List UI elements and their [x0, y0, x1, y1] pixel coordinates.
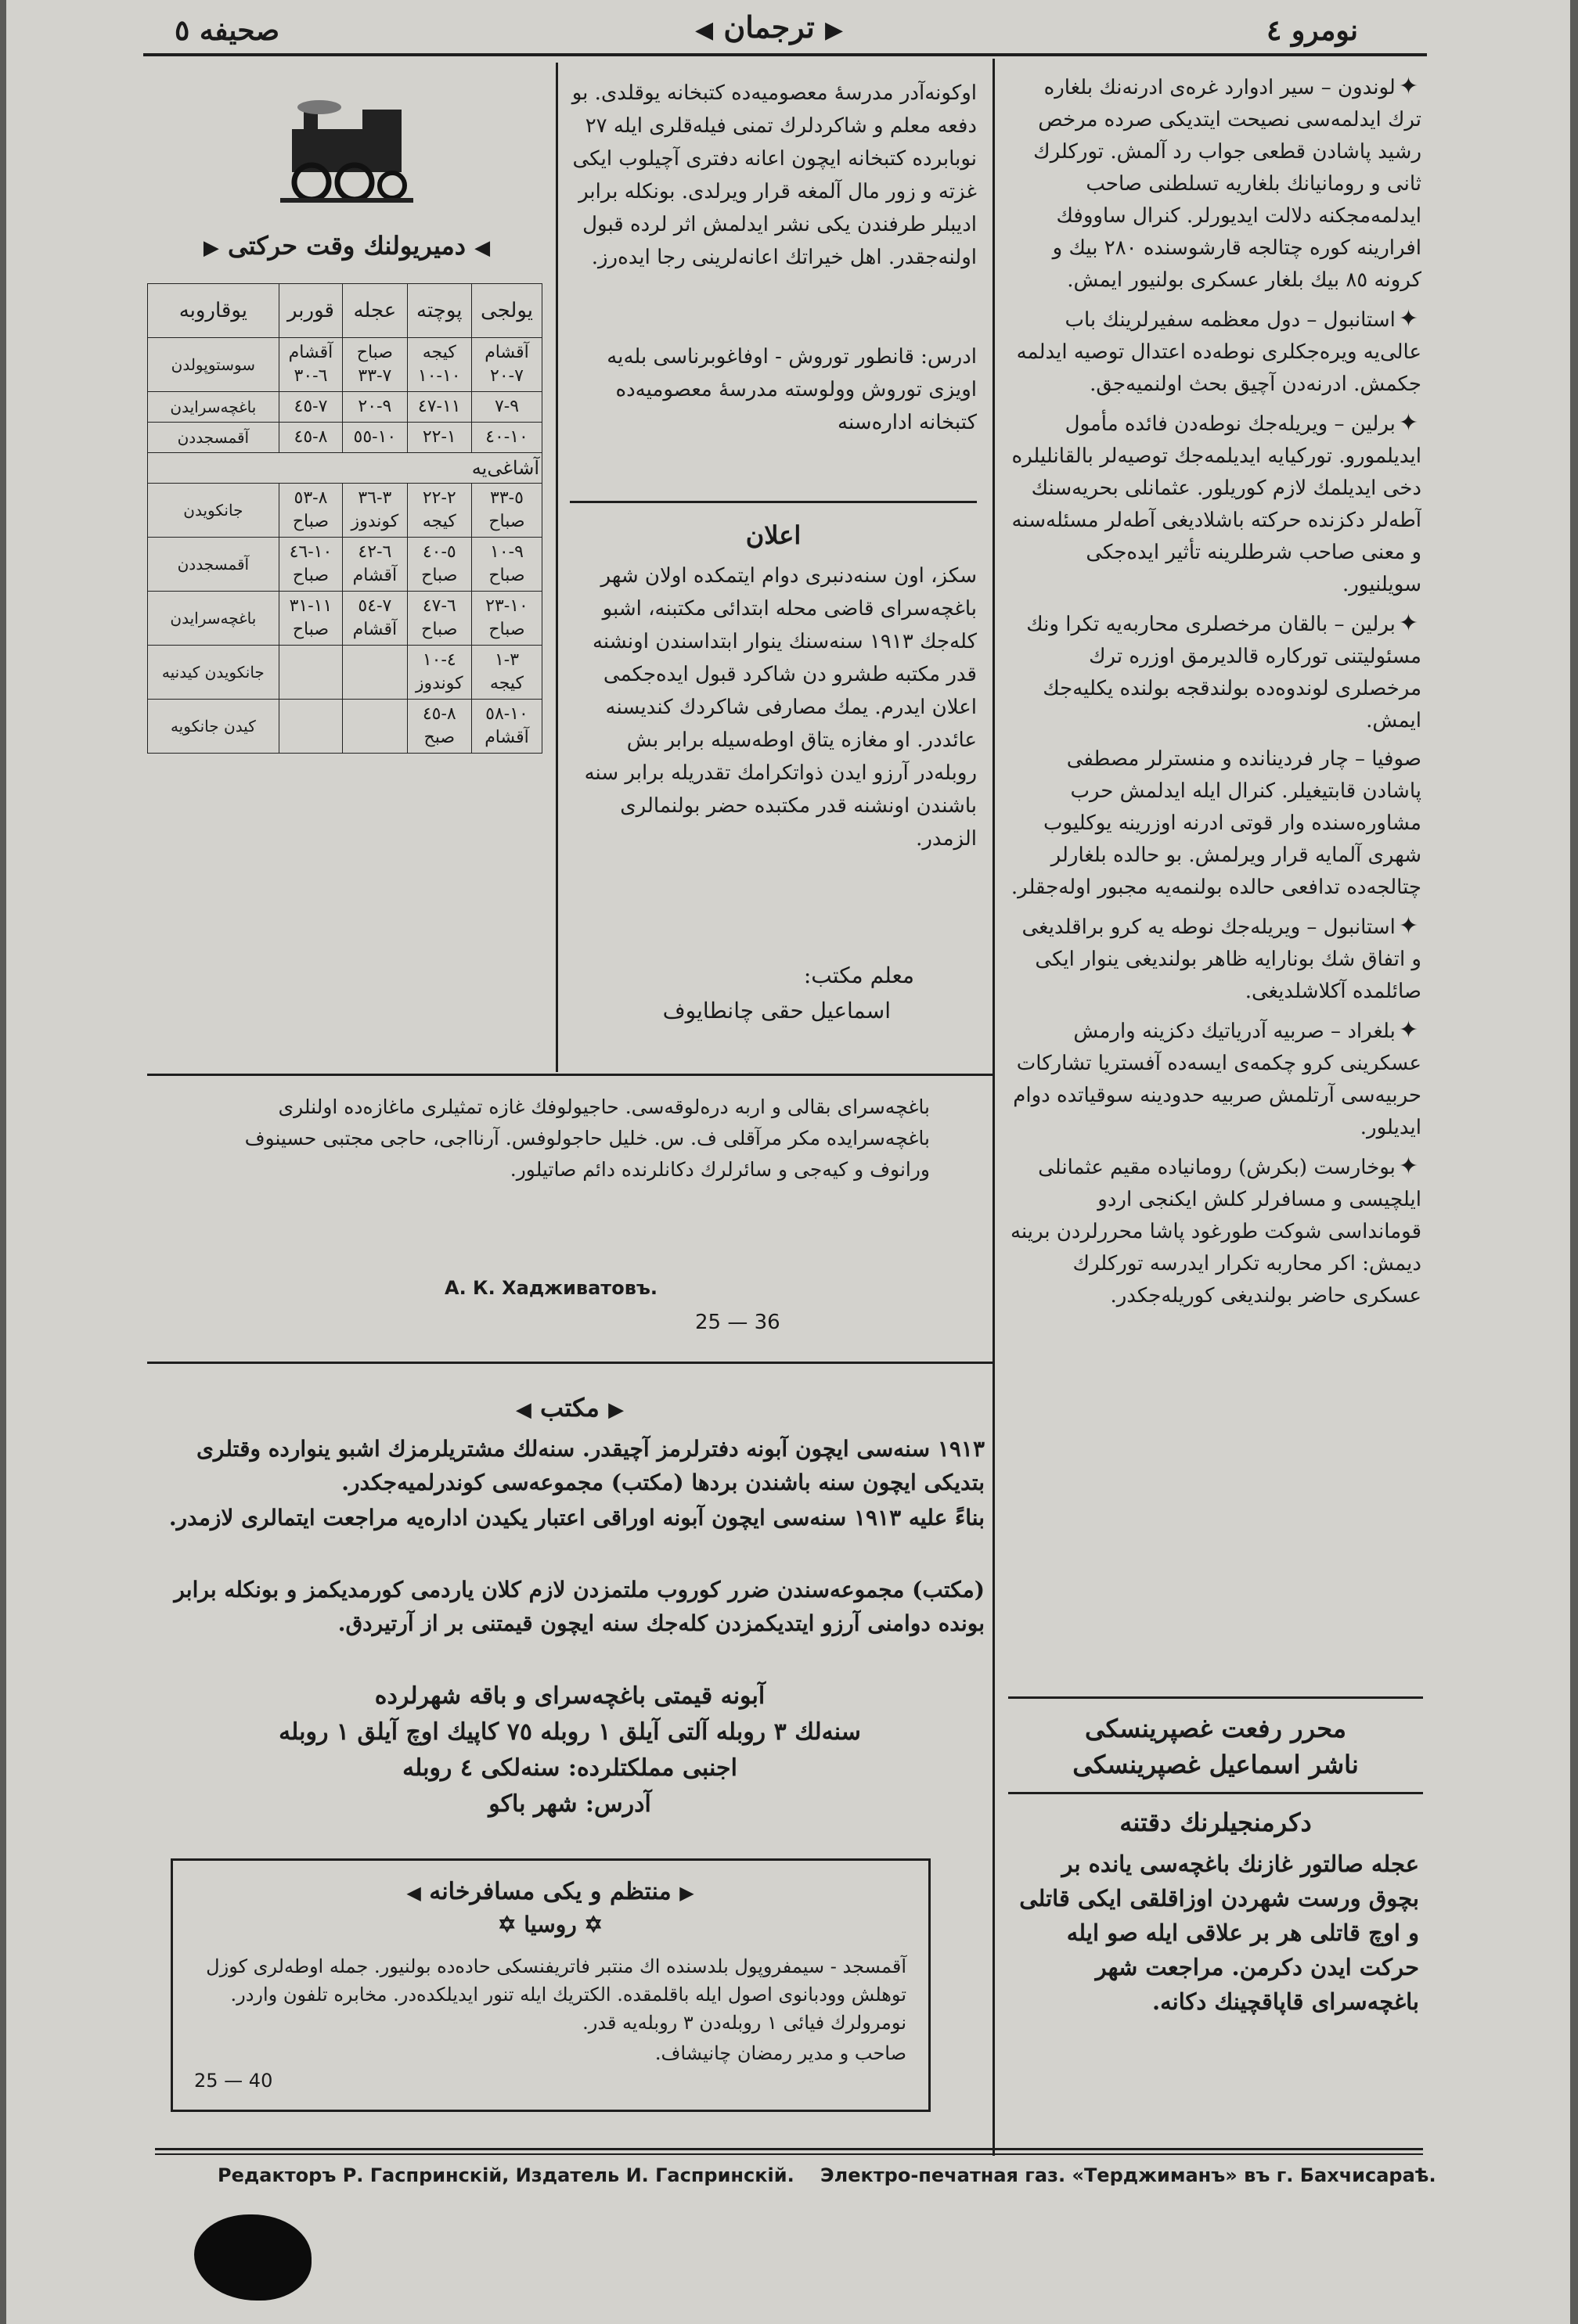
table-cell: ٤-١٠ كوندوز	[407, 646, 471, 700]
table-cell: ١٠-٥٨ آقشام	[471, 700, 542, 754]
table-cell: ٧-٤٥	[279, 392, 342, 423]
news-item-sofia: صوفيا – چار فردينانده و منسترلر مصطفى پاشادن قابتيغيلر. كنرال ايله ايدلمش حرب مشاوره‌سنده وار قوتى ادرنه اوزرينه يوكليوب شهرى آلمايه قرار ويرلمش. بو حالده بلغارلر چتالجه‌ده تدافعى حالده بولنمه‌يه مجبور اوله‌جقلر.	[1011, 747, 1421, 899]
hotel-ad-title: ◀ منتظم و يكى مسافرخانه ▶	[406, 1878, 694, 1905]
hotel-ad-subtitle: ✡ روسيا ✡	[498, 1912, 603, 1937]
news-item-istanbul-2: ✦استانبول – ويريله‌جك نوطه يه كرو براقلديغى و اتفاق شك بونارايه ظاهر بولنديغى ينوار ايكى صائلمده آكلاشلديغى.	[1021, 912, 1421, 1003]
table-cell: ٩-١٠ صباح	[471, 538, 542, 592]
footer-rule-2	[155, 2153, 1423, 2155]
timetable-title: ◀ دميريولنك وقت حركتى ▶	[203, 231, 491, 261]
table-row	[148, 646, 542, 700]
library-address: ادرس: قانطور توروش - اوفاغوبرناسى بله‌يه اويزى توروش وولوسته مدرسهٔ معصوميه‌ده كتبخانه اداره‌سنه	[607, 345, 977, 434]
table-cell: آقشام ٦-٣٠	[279, 338, 342, 392]
table-cell: صباح ٧-٣٣	[343, 338, 407, 392]
timetable-header: قوربر	[279, 284, 342, 338]
maktab-ad-text-2: بناءً عليه ١٩١٣ سنه‌سى ايچون آبونه اوراقى اعتبار يكيدن اداره‌يه مراجعت ايتمالرى لازمدر.	[168, 1505, 985, 1531]
header-rule	[143, 53, 1427, 56]
maktab-price-line: سنه‌لك ٣ روبله آلتى آيلق ١ روبله ٧٥ كاپيك اوچ آيلق ١ روبله	[279, 1718, 861, 1746]
editors-rule-top	[1008, 1696, 1423, 1699]
table-cell: باغچه‌سرايدن	[148, 392, 279, 423]
issue-number-label: نومرو ٤	[1266, 14, 1359, 47]
column-divider-middle	[556, 63, 558, 1072]
table-cell: ٨-٤٥ صبح	[407, 700, 471, 754]
table-cell: ٧-٥٤ آقشام	[343, 592, 407, 646]
table-cell	[279, 646, 342, 700]
maktab-rule	[147, 1362, 993, 1364]
table-cell: ٣-٣٦ كوندوز	[343, 484, 407, 538]
table-cell	[279, 700, 342, 754]
timetable-down-title: آشاغى‌يه	[148, 453, 542, 484]
maktab-foreign-price: اجنبى مملكتلرده: سنه‌لكى ٤ روبله	[402, 1754, 737, 1782]
table-cell: جانكويدن كيدنيه	[148, 646, 279, 700]
mill-ad-text: عجله صالتور غازنك باغچه‌سى يانده بر بچوق ورست شهردن اوزاقلقى ايكى قاتلى و اوچ قاتلى هر بر علاقى ايله صو ايله حركت ايدن دكرمن. مراجعت شهر باغچه‌سراى قاپاقچينك دكانه.	[1019, 1851, 1419, 2015]
news-item-london: ✦لوندون – سير ادوارد غره‌ى ادرنه‌نك بلغاره ترك ايدلمه‌سى نصيحت ايتديكى صرده مرخص رشيد پاشادن قطعى جواب رد آلمش. توركلرك ثانى و رومانيانك بلغاريه تسلطنى صاحب ايدلمه‌مجكنه دلالت ايديورلر. كنرال ساووفك افرارينه كوره چتالجه قارشوسنده ٢٨٠ بيك و كرونه ٨٥ بيك بلغار عسكرى بولنيور ايمش.	[1033, 73, 1421, 292]
table-row	[148, 700, 542, 754]
table-cell	[343, 700, 407, 754]
announcement-signature-title: معلم مكتب:	[803, 962, 914, 988]
timetable-header: عجله	[343, 284, 407, 338]
footer-printer: Электро-печатная газ. «Терджиманъ» въ г. Бахчисараѣ.	[820, 2164, 1436, 2186]
table-row	[148, 484, 542, 538]
table-cell: كيدن جانكويه	[148, 700, 279, 754]
news-item-bucharest: ✦بوخارست (بكرش) رومانياده مقيم عثمانلى ايلچيسى و مسافرلر كلش ايكنجى اردو قومانداسى شوكت طورغود پاشا محررلردن برينه ديمش: اكر محاربه تكرار ايدرسه توركلرك عسكرى حاضر بولنديغى كوريله‌جكدر.	[1010, 1153, 1421, 1308]
ink-blot	[194, 2214, 312, 2301]
maktab-price-title: آبونه قيمتى باغچه‌سراى و باقه شهرلرده	[374, 1682, 766, 1710]
announcement-title: اعلان	[745, 520, 802, 550]
table-cell: ١٠-٢٣ صباح	[471, 592, 542, 646]
editor-credit: محرر رفعت غصپرينسكى	[1084, 1714, 1347, 1743]
right-column-news	[1007, 70, 1421, 1690]
table-cell: ٢-٢٢ كيجه	[407, 484, 471, 538]
locomotive-illustration	[276, 98, 417, 207]
hadzhivatov-ad-text: باغچه‌سراى بقالى و اربه دره‌لوقه‌سى. حاجيولوفك غازه تمثيلرى ماغازه‌ده اولنلرى باغچه‌سرايده مكر مرآقلى ف. س. خليل حاجولوفس. آرنااجى، حاجى مجتبى حسينوف ورانوف و كيه‌جى و سائرلرك دكانلرنده دائم صاتيلور.	[244, 1095, 930, 1181]
news-item-berlin-2: ✦برلين – بالقان مرخصلرى محاربه‌يه تكرا ونك مسئوليتنى توركاره قالديرمق اوزره ترك مرخصلرى لوندوه‌ده بولندقجه بولنده يكليه‌جك ايمش.	[1026, 610, 1421, 732]
table-cell: آقشام ٧-٢٠	[471, 338, 542, 392]
table-cell: ٣-١ كيجه	[471, 646, 542, 700]
table-cell: ١-٢٢	[407, 423, 471, 453]
hotel-ad-number: 25 — 40	[194, 2070, 273, 2092]
hotel-ad-text: آقمسجد - سيمفروپول بلدسنده اك منتبر فاتريفنسكى حاده‌ده بولنيور. جمله اوطه‌لرى كوزل توهلش وودبانوى اصول ايله باقلمقده. الكتريك ايله تنور ايديلكده‌در. مخابره تلفون واردر. نومرولرك فيائى ١ روبله‌دن ٣ روبله‌يه قدر.	[206, 1955, 906, 2034]
mill-ad-title: دكرمنجيلرنك دقتنه	[1119, 1808, 1312, 1837]
table-row	[148, 538, 542, 592]
table-cell: كيجه ١٠-١٠	[407, 338, 471, 392]
masthead-title: ◀ ترجمان ▶	[695, 9, 844, 45]
notice-rule	[570, 501, 977, 503]
maktab-ad-text-3: (مكتب) مجموعه‌سندن ضرر كوروب ملتمزدن لازم كلان ياردمى كورمديكمز و بونكله برابر بونده دوامنى آرزو ايتديكمزدن كله‌جك سنه ايچون قيمتنى بر از آرتيردق.	[174, 1577, 985, 1636]
table-cell: ١٠-٤٠	[471, 423, 542, 453]
news-item-belgrade: ✦بلغراد – صربيه آدرياتيك دكزينه وارمش عسكرينى كرو چكمه‌ى ايسه‌ده آفستريا تشاركات حربيه‌سى آرتلمش صربيه حدودينه سوقياتده دوام ايديلور.	[1013, 1016, 1421, 1139]
publisher-credit: ناشر اسماعيل غصپرينسكى	[1072, 1750, 1359, 1779]
news-item-istanbul-1: ✦استانبول – دول معظمه سفيرلرينك باب عالى‌يه ويره‌جكلرى نوطه‌ده اعتدال توصيه ايدلمه جكمش. ادرنه‌دن آچيق بحث اولنميه‌جق.	[1016, 305, 1421, 396]
table-cell: ٦-٤٢ آقشام	[343, 538, 407, 592]
table-cell	[343, 646, 407, 700]
maktab-ad-title: ◀ مكتب ▶	[515, 1393, 625, 1423]
table-cell: ٦-٤٧ صباح	[407, 592, 471, 646]
hadzhivatov-ad-number: 25 — 36	[695, 1311, 780, 1334]
hadzhivatov-signature: А. К. Хадживатовъ.	[445, 1277, 658, 1299]
table-cell: آقمسجددن	[148, 423, 279, 453]
hotel-ad-owner: صاحب و مدير رمضان چانيشاف.	[654, 2042, 906, 2064]
announcement-text: سكز، اون سنه‌دنبرى دوام ايتمكده اولان شهر باغچه‌سراى قاضى محله ابتدائى مكتبنه، اشبو كله‌جك ١٩١٣ سنه‌سنك ينوار ابتداسندن اونشنه قدر مكتبه طشرو دن شاكرد قبول ايده‌جكمى اعلان ايدرم. يمك مصارفى شاكردك كنديسنه عائددر. او مغازه يتاق اوطه‌سيله برابر بش روبله‌در آرزو ايدن ذواتكرامك تقدريله برابر سنه باشندن اونشنه قدر مكتبده حضر بولنمالرى الزمدر.	[584, 564, 977, 851]
announcement-signature-name: اسماعيل حقى چانطايوف	[662, 998, 891, 1023]
maktab-ad-text-1: ١٩١٣ سنه‌سى ايچون آبونه دفترلرمز آچيقدر. سنه‌لك مشتريلرمزك اشبو ينوارده وقتلرى بتديكى ايچون سنه باشندن بردها (مكتب) مجموعه‌سى كوندرلميه‌جكدر.	[196, 1436, 985, 1495]
table-cell: ١٠-٤٦ صباح	[279, 538, 342, 592]
column-divider-right	[993, 59, 995, 2156]
table-cell: ١١-٣١ صباح	[279, 592, 342, 646]
timetable-up	[147, 283, 542, 754]
table-cell: ١٠-٥٥	[343, 423, 407, 453]
news-item-berlin-1: ✦برلين – ويريله‌جك نوطه‌دن فائده مأمول ايديلمورو. توركيايه ايديلمه‌جك توصيه‌لر بالقانليلره دخى ايديلمك لازم كوريلور. عثمانلى بحريه‌سنك آطه‌لر دكزنده حركته باشلاديغى آطه‌لر مسئله‌سنه و معنى صاحب شرطلرينه تأثير ايده‌جكى سويلنيور.	[1011, 409, 1421, 596]
table-row	[148, 423, 542, 453]
timetable-header: پوچته	[407, 284, 471, 338]
table-cell: ٥-٣٣ صباح	[471, 484, 542, 538]
library-notice: اوكونه‌آدر مدرسهٔ معصوميه‌ده كتبخانه يوقلدى. بو دفعه معلم و شاكردلرك تمنى فيله‌قلرى ايله ٢٧ نوبابرده كتبخانه ايچون اعانه دفترى آچيلوب ايكى غزته و زور مال آلمغه قرار ويرلدى. بونكله برابر اديبلر طرفندن يكى نشر ايدلمش اثر لرده قبول اولنه‌جقدر. اهل خيراتك اعانه‌لرينى رجا ايده‌رز.	[571, 81, 977, 269]
maktab-address: آدرس: شهر باكو	[488, 1790, 651, 1818]
table-cell: ٩-٧	[471, 392, 542, 423]
footer-rule-1	[155, 2148, 1423, 2150]
left-block-rule	[147, 1074, 993, 1076]
table-cell: سوستوپولدن	[148, 338, 279, 392]
table-row	[148, 453, 542, 484]
timetable-header: يولجى	[471, 284, 542, 338]
table-cell: ٨-٤٥	[279, 423, 342, 453]
table-row	[148, 392, 542, 423]
newspaper-page	[6, 0, 1570, 2324]
table-cell: جانكويدن	[148, 484, 279, 538]
table-cell: آقمسجددن	[148, 538, 279, 592]
table-row	[148, 338, 542, 392]
table-cell: ١١-٤٧	[407, 392, 471, 423]
table-cell: ٥-٤٠ صباح	[407, 538, 471, 592]
table-cell: ٩-٢٠	[343, 392, 407, 423]
editors-rule-bottom	[1008, 1792, 1423, 1794]
timetable-header: يوقاروبه	[148, 284, 279, 338]
table-cell: ٨-٥٣ صباح	[279, 484, 342, 538]
table-row	[148, 592, 542, 646]
table-cell: باغچه‌سرايدن	[148, 592, 279, 646]
page-number-label: صحيفه ٥	[175, 14, 280, 47]
footer-editor: Редакторъ Р. Гаспринскій, Издатель И. Гаспринскій.	[218, 2164, 794, 2186]
